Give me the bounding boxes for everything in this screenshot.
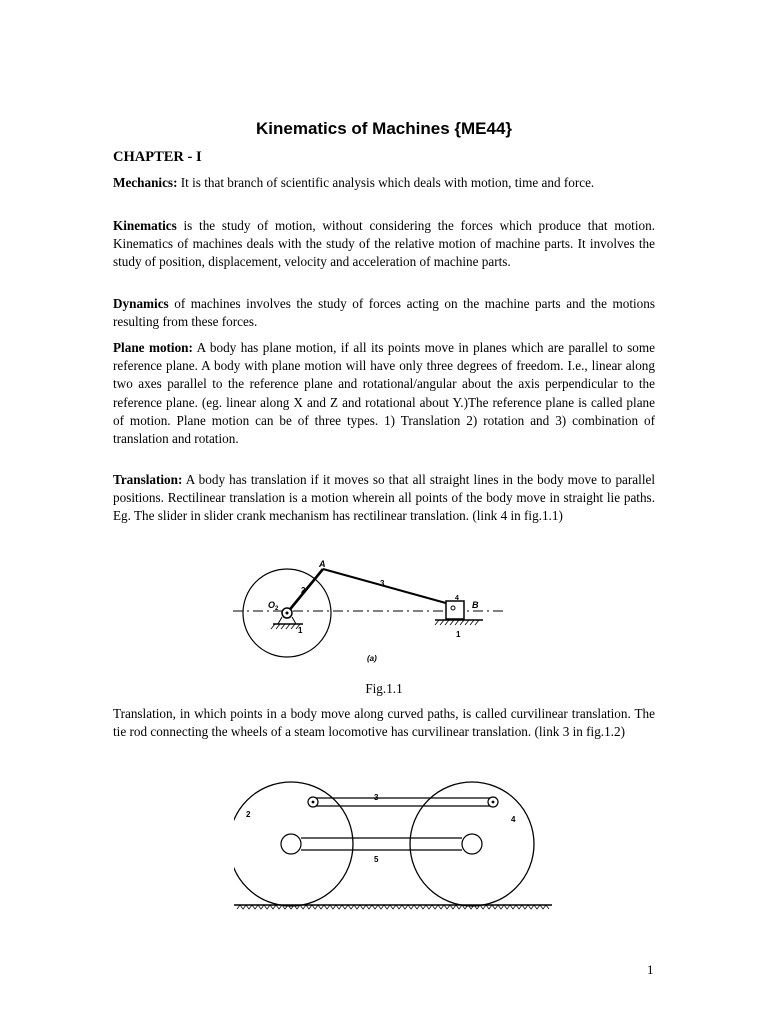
label-link-5: 5 — [374, 855, 379, 864]
text-mechanics: It is that branch of scientific analysis which deals with motion, time and force. — [177, 175, 595, 190]
label-link-3: 3 — [374, 793, 379, 802]
label-link-4: 4 — [511, 815, 516, 824]
chapter-heading: CHAPTER - I — [113, 149, 202, 165]
figure-locomotive-wheels — [234, 778, 554, 918]
paragraph-translation — [113, 471, 655, 526]
label-link-1-left: 1 — [298, 626, 303, 635]
text-dynamics: of machines involves the study of forces acting on the machine parts and the motions resulting from these forces. — [113, 296, 655, 330]
text-kinematics: is the study of motion, without considering the forces which produce that motion. Kinematics of machines deals with the study of the relative motion of machine parts. It involves the study of position, displacement, velocity and acceleration of machine parts. — [113, 218, 655, 270]
paragraph-dynamics — [113, 295, 655, 331]
figure-caption: Fig.1.1 — [365, 681, 403, 696]
label-B: B — [472, 600, 479, 610]
term-plane-motion: Plane motion: — [113, 340, 193, 355]
figure-sublabel: (a) — [367, 654, 377, 663]
text-curvilinear: Translation, in which points in a body move along curved paths, is called curvilinear translation. The tie rod connecting the wheels of a steam locomotive has curvilinear translation. (link 3 in fig.1.2) — [113, 706, 655, 740]
label-link-1-right: 1 — [456, 630, 461, 639]
term-mechanics: Mechanics: — [113, 175, 178, 190]
term-dynamics: Dynamics — [113, 296, 169, 311]
label-link-4: 4 — [455, 595, 459, 602]
document-title: Kinematics of Machines {ME44} — [255, 119, 513, 138]
paragraph-kinematics — [113, 217, 655, 272]
figure-slider-crank — [225, 556, 515, 674]
paragraph-plane-motion — [113, 339, 655, 448]
label-link-3: 3 — [380, 579, 385, 588]
label-O2-subscript: 2 — [275, 606, 279, 612]
paragraph-curvilinear — [113, 705, 655, 741]
label-O2: O — [268, 600, 276, 610]
paragraph-mechanics — [113, 174, 655, 192]
page-number: 1 — [647, 962, 654, 977]
label-link-2: 2 — [246, 810, 251, 819]
text-plane-motion: A body has plane motion, if all its points move in planes which are parallel to some reference plane. A body with plane motion will have only three degrees of freedom. I.e., linear along two axes parallel to the reference plane and rotational/angular about the axis perpendicular to the reference plane. (eg. linear along X and Z and rotational about Y.)The reference plane is called plane of motion. Plane motion can be of three types. 1) Translation 2) rotation and 3) combination of translation and rotation. — [113, 340, 655, 447]
term-translation: Translation: — [113, 472, 183, 487]
term-kinematics: Kinematics — [113, 218, 177, 233]
label-A: A — [319, 559, 326, 569]
label-link-2: 2 — [301, 586, 306, 595]
text-translation: A body has translation if it moves so that all straight lines in the body move to parallel positions. Rectilinear translation is a motion wherein all points of the body move in straight lie paths. Eg. The slider in slider crank mechanism has rectilinear translation. (link 4 in fig.1.1) — [113, 472, 655, 524]
